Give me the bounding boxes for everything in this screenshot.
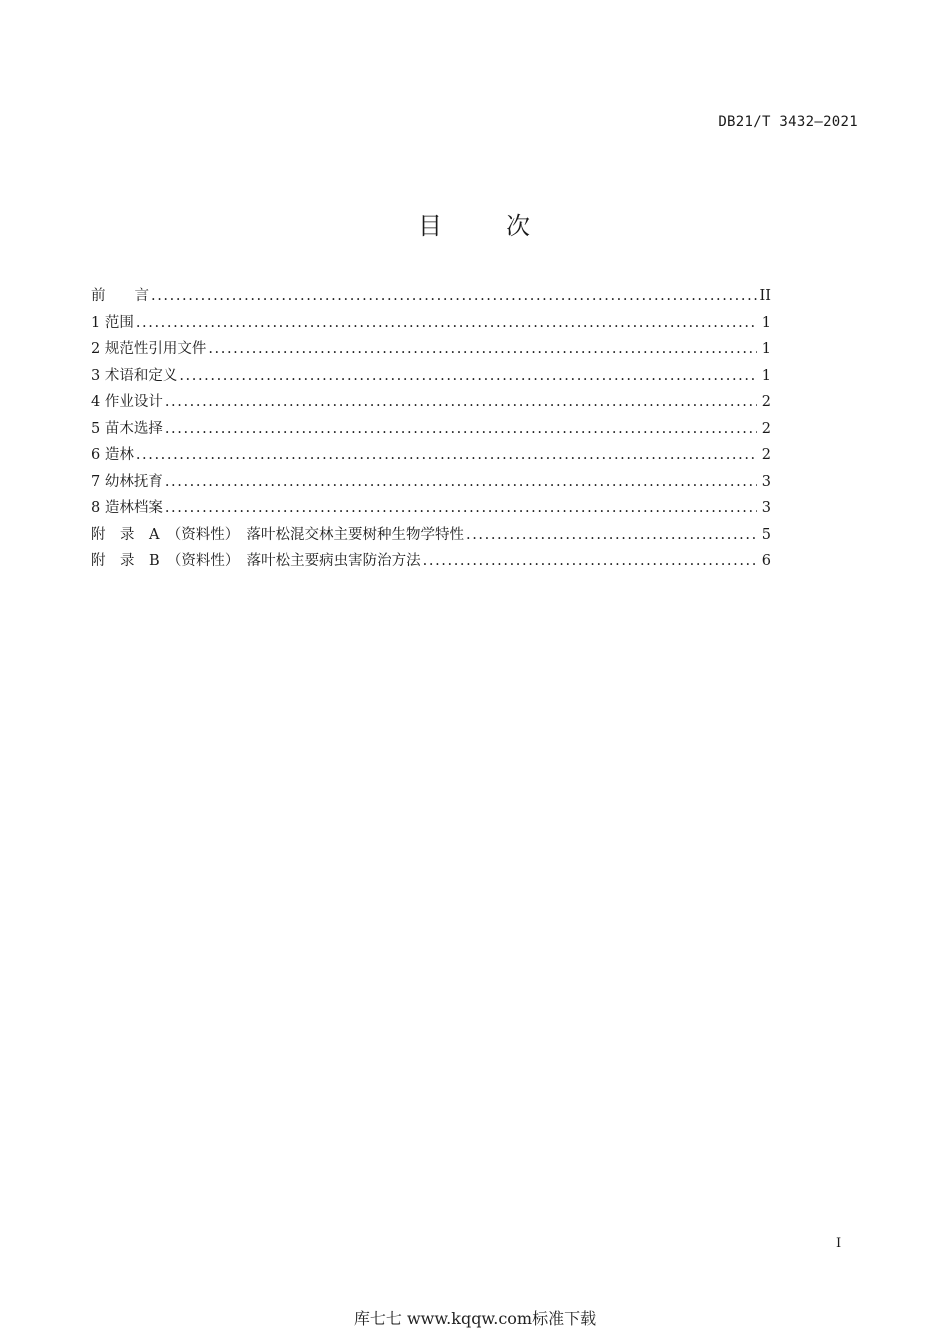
toc-leader-dots: [136, 310, 757, 337]
toc-leader-dots: [208, 336, 757, 363]
toc-entry-label: 5 苗木选择: [91, 420, 163, 437]
toc-entry-seedling-selection[interactable]: [91, 416, 771, 443]
toc-entry-page: 3: [761, 473, 771, 490]
toc-leader-dots: [165, 469, 757, 496]
toc-entry-page: 1: [761, 314, 771, 331]
toc-entry-label: 前 言: [91, 288, 149, 304]
page-number: I: [836, 1236, 842, 1251]
toc-leader-dots: [165, 416, 757, 443]
toc-entry-scope[interactable]: [91, 310, 771, 337]
toc-leader-dots: [423, 548, 757, 575]
table-of-contents: [91, 283, 771, 575]
toc-leader-dots: [165, 495, 757, 522]
toc-entry-label: 4 作业设计: [91, 394, 163, 410]
toc-entry-label: 1 范围: [91, 314, 134, 331]
toc-leader-dots: [136, 442, 757, 469]
toc-entry-afforestation-records[interactable]: [91, 495, 771, 522]
toc-entry-page: 5: [761, 526, 771, 543]
toc-entry-label: 6 造林: [91, 447, 134, 463]
toc-entry-young-forest-tending[interactable]: [91, 469, 771, 496]
page-title-part2: 次: [506, 212, 532, 240]
toc-entry-page: 3: [761, 500, 771, 516]
toc-leader-dots: [466, 522, 757, 549]
toc-leader-dots: [179, 363, 757, 390]
toc-entry-page: 2: [761, 447, 771, 463]
toc-entry-page: II: [759, 288, 771, 304]
toc-leader-dots: [151, 283, 757, 310]
toc-entry-normative-references[interactable]: [91, 336, 771, 363]
toc-entry-label: 3 术语和定义: [91, 367, 178, 384]
toc-entry-operation-design[interactable]: [91, 389, 771, 416]
toc-entry-label: 8 造林档案: [91, 500, 163, 516]
toc-entry-terms-definitions[interactable]: [91, 363, 771, 390]
toc-entry-page: 6: [761, 553, 771, 569]
toc-entry-page: 2: [761, 394, 771, 410]
toc-entry-page: 1: [761, 367, 771, 384]
page-title: [0, 206, 950, 241]
toc-entry-label: 2 规范性引用文件: [91, 341, 207, 357]
toc-entry-label: 附 录 A （资料性） 落叶松混交林主要树种生物学特性: [91, 526, 464, 543]
toc-entry-page: 2: [761, 420, 771, 437]
toc-entry-foreword[interactable]: [91, 283, 771, 310]
toc-entry-appendix-a[interactable]: [91, 522, 771, 549]
watermark-text: 库七七 www.kqqw.com标准下载: [353, 1309, 597, 1328]
page-title-part1: 目: [418, 212, 444, 240]
toc-entry-afforestation[interactable]: [91, 442, 771, 469]
standard-code: DB21/T 3432—2021: [718, 114, 858, 130]
toc-entry-label: 附 录 B （资料性） 落叶松主要病虫害防治方法: [91, 553, 421, 569]
toc-leader-dots: [165, 389, 757, 416]
toc-entry-page: 1: [761, 341, 771, 357]
toc-entry-label: 7 幼林抚育: [91, 473, 163, 490]
toc-entry-appendix-b[interactable]: [91, 548, 771, 575]
